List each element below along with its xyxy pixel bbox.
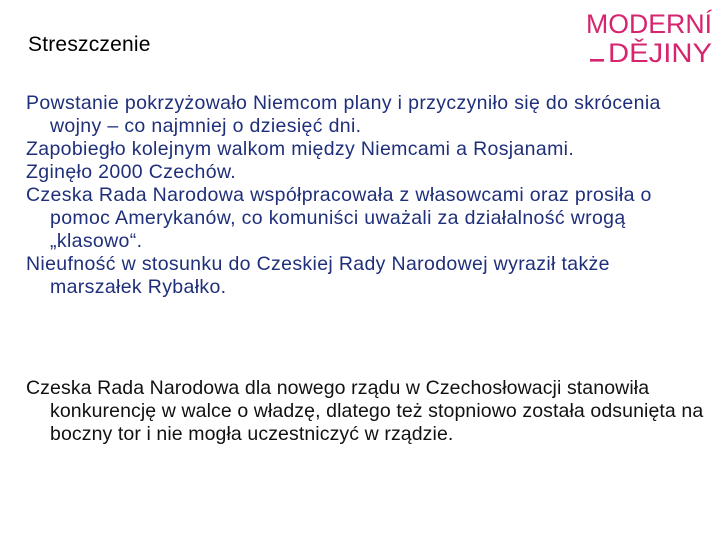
summary-list <box>26 92 706 299</box>
summary-item: Czeska Rada Narodowa współpracowała z własowcami oraz prosiła o pomoc Amerykanów, co komuniści uważali za działalność wrogą „klasowo“. <box>26 184 652 252</box>
logo-line1: MODERNÍ <box>586 9 713 39</box>
moderni-dejiny-logo <box>584 6 716 68</box>
logo-line2: DĚJINY <box>608 38 705 68</box>
slide-title: Streszczenie <box>28 33 151 56</box>
summary-item: Nieufność w stosunku do Czeskiej Rady Narodowej wyraził także marszałek Rybałko. <box>26 253 610 298</box>
logo-graphic <box>584 6 716 68</box>
conclusion-paragraph: Czeska Rada Narodowa dla nowego rządu w Czechosłowacji stanowiła konkurencję w walce o władzę, dlatego też stopniowo została odsunięta na boczny tor i nie mogła uczestniczyć w rządzie. <box>26 377 704 445</box>
summary-item: Powstanie pokrzyżowało Niemcom plany i przyczyniło się do skrócenia wojny – co najmniej o dziesięć dni. <box>26 92 661 137</box>
summary-item: Zginęło 2000 Czechów. <box>26 161 237 183</box>
logo-underscore <box>590 59 604 62</box>
summary-item: Zapobiegło kolejnym walkom między Niemcami a Rosjanami. <box>26 138 575 160</box>
